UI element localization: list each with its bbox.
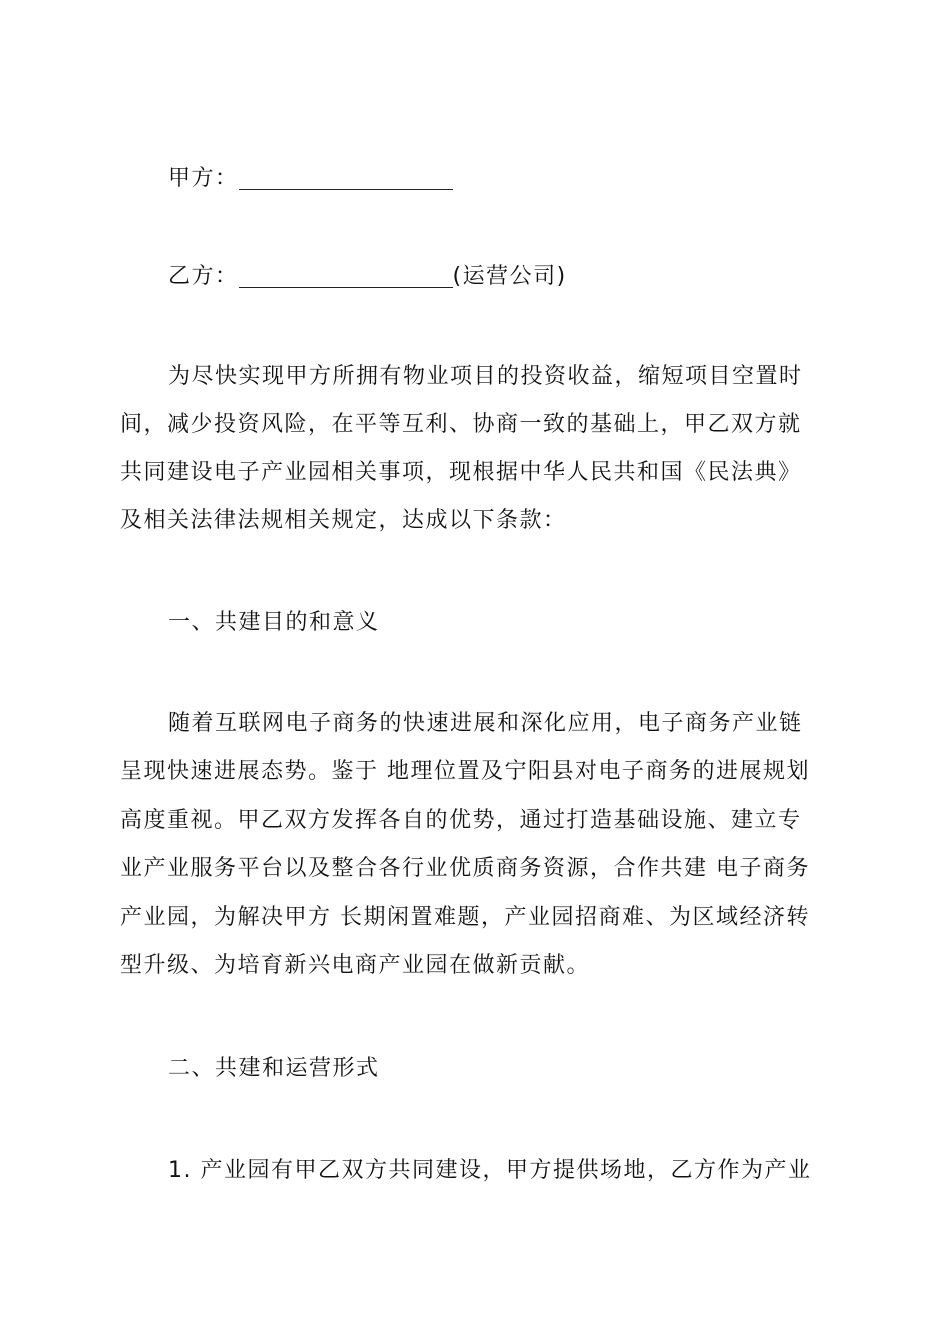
party-b-row <box>168 262 567 292</box>
section1-heading: 一、共建目的和意义 <box>168 610 380 635</box>
section2-heading: 二、共建和运营形式 <box>168 1056 380 1081</box>
section1-line-3: 高度重视。甲乙双方发挥各自的优势，通过打造基础设施、建立专 <box>120 808 802 833</box>
section1-line-6: 型升级、为培育新兴电商产业园在做新贡献。 <box>120 953 591 978</box>
section1-line-5: 产业园，为解决甲方 长期闲置难题，产业园招商难、为区域经济转 <box>120 905 810 930</box>
intro-line-2: 间，减少投资风险，在平等互利、协商一致的基础上，甲乙双方就 <box>120 412 802 437</box>
party-a-blank <box>239 167 453 190</box>
party-b-label: 乙方： <box>168 264 239 289</box>
party-a-row <box>168 164 453 194</box>
section1-line-1: 随着互联网电子商务的快速进展和深化应用，电子商务产业链 <box>168 711 803 736</box>
intro-line-3: 共同建设电子产业园相关事项，现根据中华人民共和国《民法典》 <box>120 460 802 485</box>
section1-line-4: 业产业服务平台以及整合各行业优质商务资源，合作共建 电子商务 <box>120 856 810 881</box>
party-b-note: (运营公司) <box>452 264 567 289</box>
party-b-blank <box>239 265 453 288</box>
intro-line-4: 及相关法律法规相关规定，达成以下条款： <box>120 508 567 533</box>
section2-line-1: 1. 产业园有甲乙双方共同建设，甲方提供场地，乙方作为产业 <box>168 1158 812 1183</box>
intro-line-1: 为尽快实现甲方所拥有物业项目的投资收益，缩短项目空置时 <box>168 364 803 389</box>
section1-line-2: 呈现快速进展态势。鉴于 地理位置及宁阳县对电子商务的进展规划 <box>120 759 810 784</box>
party-a-label: 甲方： <box>168 166 239 191</box>
